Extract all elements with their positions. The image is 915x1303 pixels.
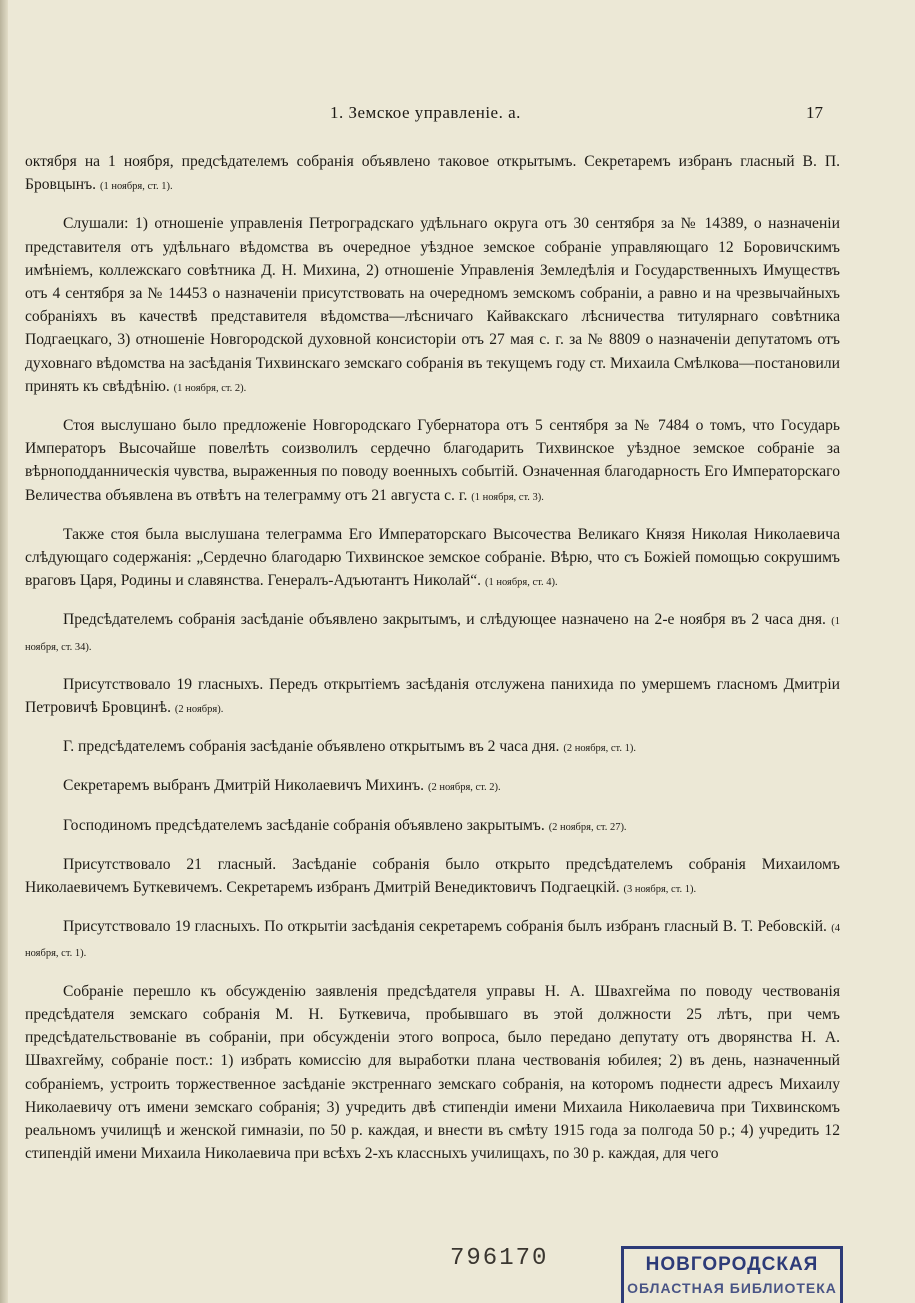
inventory-number: 796170 xyxy=(450,1245,549,1272)
paragraph-text: Г. предсѣдателемъ собранія засѣданіе объявлено открытымъ въ 2 часа дня. xyxy=(63,738,560,756)
paragraph-text: Секретаремъ выбранъ Дмитрій Николаевичъ Михинъ. xyxy=(63,777,425,795)
paragraph-text: Собраніе перешло къ обсужденію заявленія предсѣдателя управы Н. А. Швахгейма по поводу чествованія предсѣдателя земскаго собранія М. Н. Буткевича, пробывшаго въ этой должности 25 лѣтъ, при чемъ предсѣдательствованіе въ собраніи, при обсужденіи этого вопроса, было передано депутату отъ дворянства Н. А. Швахгейму, собраніе пост.: 1) избрать комиссію для выработки плана чествованія юбилея; 2) въ день, назначенный собраніемъ, устроить торжественное засѣданіе экстреннаго земскаго собранія, на которомъ поднести адресъ Михаилу Николаевичу отъ имени земскаго собранія; 3) учредить двѣ стипендіи имени Михаила Николаевича при Тихвинскомъ реальномъ училищѣ и женской гимназіи, по 50 р. каждая, и внести въ смѣту 1915 года за полгода 50 р.; 4) учредить 12 стипендій имени Михаила Николаевича при всѣхъ 2-хъ классныхъ училищахъ, по 30 р. каждая, для чего xyxy=(25,982,840,1163)
paragraph xyxy=(25,915,840,965)
paragraph-text: Предсѣдателемъ собранія засѣданіе объявлено закрытымъ, и слѣдующее назначено на 2-е ноября въ 2 часа дня. xyxy=(63,611,826,629)
page-number: 17 xyxy=(806,103,823,122)
paragraph xyxy=(25,814,840,839)
paragraph xyxy=(25,150,840,198)
paragraph-reference: (1 ноября, ст. 34). xyxy=(25,616,840,653)
paragraph-text: Стоя выслушано было предложеніе Новгородскаго Губернатора отъ 5 сентября за № 7484 о томъ, что Государь Императоръ Высочайше повелѣть соизволилъ сердечно благодарить Тихвинское уѣздное земское собраніе за вѣрноподданническія чувства, выраженныя по поводу военныхъ событій. Означенная благодарность Его Императорскаго Величества объявлена въ отвѣтъ на телеграмму отъ 21 августа с. г. xyxy=(25,417,840,504)
paragraph xyxy=(25,980,840,1166)
paragraph-text: Присутствовало 19 гласныхъ. По открытіи засѣданія секретаремъ собранія былъ избранъ гласный В. Т. Ребовскій. xyxy=(63,918,827,936)
page-edge xyxy=(0,0,8,1303)
paragraph-text: Присутствовало 19 гласныхъ. Передъ открытіемъ засѣданія отслужена панихида по умершемъ гласномъ Дмитріи Петровичѣ Бровцинѣ. xyxy=(25,675,840,717)
paragraph-reference: (2 ноября, ст. 27). xyxy=(548,821,627,833)
running-title: 1. Земское управленіе. а. xyxy=(330,103,521,122)
paragraph-text: Также стоя была выслушана телеграмма Его Императорскаго Высочества Великаго Князя Николая Николаевича слѣдующаго содержанія: „Сердечно благодарю Тихвинское земское собраніе. Вѣрю, что съ Божіей помощью сокрушимъ враговъ Царя, Родины и славянства. Генералъ-Адъютантъ Николай“. xyxy=(25,525,840,590)
paragraph-reference: (1 ноября, ст. 1). xyxy=(99,181,173,193)
paragraph xyxy=(25,774,840,799)
library-stamp xyxy=(621,1246,843,1303)
document-body xyxy=(25,150,840,1179)
paragraph xyxy=(25,735,840,760)
page-header xyxy=(60,103,840,127)
stamp-line-1: НОВГОРОДСКАЯ xyxy=(645,1254,819,1275)
paragraph-reference: (3 ноября, ст. 1). xyxy=(623,884,697,896)
paragraph-text: Господиномъ предсѣдателемъ засѣданіе собранія объявлено закрытымъ. xyxy=(63,816,545,834)
paragraph-text: октября на 1 ноября, предсѣдателемъ собранія объявлено таковое открытымъ. Секретаремъ избранъ гласный В. П. Бровцынъ. xyxy=(25,153,840,194)
paragraph xyxy=(25,673,840,721)
paragraph-reference: (1 ноября, ст. 3). xyxy=(471,491,544,503)
paragraph xyxy=(25,608,840,658)
paragraph xyxy=(25,853,840,901)
paragraph-reference: (2 ноября, ст. 1). xyxy=(563,743,636,755)
paragraph xyxy=(25,414,840,509)
paragraph-reference: (2 ноября). xyxy=(174,704,224,716)
stamp-line-2: ОБЛАСТНАЯ БИБЛИОТЕКА xyxy=(627,1280,837,1296)
paragraph xyxy=(25,212,840,400)
paragraph xyxy=(25,523,840,595)
paragraph-reference: (2 ноября, ст. 2). xyxy=(428,782,501,794)
paragraph-reference: (1 ноября, ст. 4). xyxy=(484,577,558,589)
paragraph-text: Присутствовало 21 гласный. Засѣданіе собранія было открыто предсѣдателемъ собранія Михаиломъ Николаевичемъ Буткевичемъ. Секретаремъ избранъ Дмитрій Венедиктовичъ Подгаецкій. xyxy=(25,855,840,897)
paragraph-reference: (1 ноября, ст. 2). xyxy=(173,382,247,394)
paragraph-text: Слушали: 1) отношеніе управленія Петроградскаго удѣльнаго округа отъ 30 сентября за № 14389, о назначеніи представителя отъ удѣльнаго вѣдомства въ очередное уѣздное земское собраніе управляющаго 12 Боровичскимъ имѣніемъ, коллежскаго совѣтника Д. Н. Михина, 2) отношеніе Управленія Земледѣлія и Государственныхъ Имуществъ отъ 4 сентября за № 14453 о назначеніи присутствовать на очередномъ земскомъ собраніи, а равно и на чрезвычайныхъ собраніяхъ въ качествѣ представителя вѣдомства—лѣсничаго Кайвакскаго лѣсничества титулярнаго совѣтника Подгаецкаго, 3) отношеніе Новгородской духовной консисторіи отъ 27 мая с. г. за № 8809 о назначеніи депутатомъ отъ духовнаго вѣдомства на засѣданія Тихвинскаго земскаго собранія въ текущемъ году ст. Михаила Смѣлкова—постановили принять къ свѣдѣнію. xyxy=(25,215,840,395)
paragraph-reference: (4 ноября, ст. 1). xyxy=(25,923,841,960)
